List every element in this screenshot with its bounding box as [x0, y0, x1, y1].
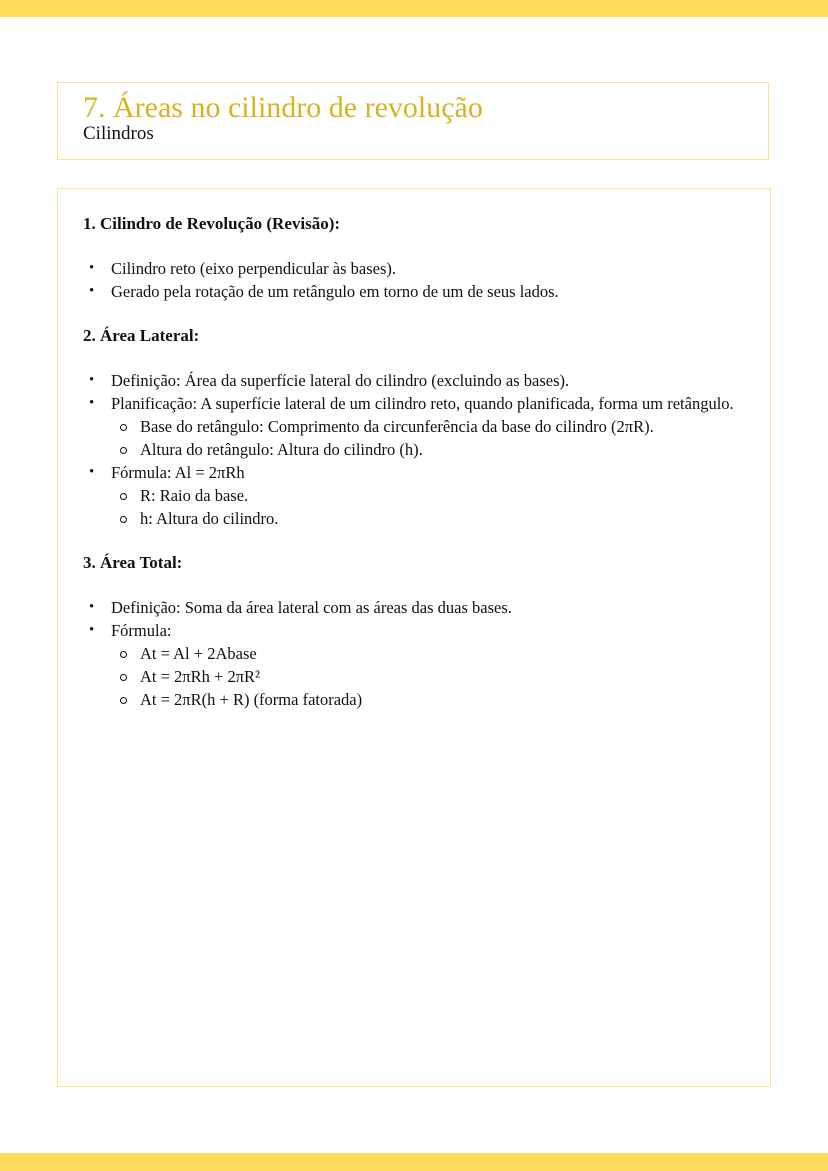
list-item-text: Definição: Área da superfície lateral do cilindro (excluindo as bases).	[111, 371, 570, 390]
bullet-list	[83, 257, 743, 303]
list-item-text: Planificação: A superfície lateral de um cilindro reto, quando planificada, forma um retângulo.	[111, 394, 734, 413]
bullet-list	[83, 369, 743, 530]
list-item-text: Fórmula: Al = 2πRh	[111, 463, 245, 482]
page-title: 7. Áreas no cilindro de revolução	[83, 91, 483, 124]
list-item	[83, 619, 743, 711]
section-heading: 1. Cilindro de Revolução (Revisão):	[83, 214, 341, 233]
sub-list-item: Altura do retângulo: Altura do cilindro (h).	[111, 438, 743, 461]
top-accent-bar	[0, 0, 828, 17]
sub-list-item: Base do retângulo: Comprimento da circunferência da base do cilindro (2πR).	[111, 415, 743, 438]
list-item: • Gerado pela rotação de um retângulo em torno de um de seus lados.	[83, 280, 743, 303]
bottom-accent-bar	[0, 1153, 828, 1171]
sub-list-item: At = 2πR(h + R) (forma fatorada)	[111, 688, 743, 711]
sub-list-item: At = Al + 2Abase	[111, 642, 743, 665]
list-item	[83, 461, 743, 530]
sub-list	[111, 484, 743, 530]
content-body	[83, 211, 743, 731]
section-heading: 3. Área Total:	[83, 553, 183, 572]
list-item	[83, 392, 743, 461]
header-box	[57, 82, 769, 160]
page-subtitle: Cilindros	[83, 123, 154, 144]
sub-list-item: h: Altura do cilindro.	[111, 507, 743, 530]
sub-list	[111, 415, 743, 461]
bullet-list	[83, 596, 743, 711]
list-item: • Cilindro reto (eixo perpendicular às bases).	[83, 257, 743, 280]
content-box	[57, 188, 771, 1087]
sub-list-item: At = 2πRh + 2πR²	[111, 665, 743, 688]
list-item	[83, 369, 743, 392]
sub-list-item: R: Raio da base.	[111, 484, 743, 507]
section-heading: 2. Área Lateral:	[83, 326, 200, 345]
list-item-text: Definição: Soma da área lateral com as áreas das duas bases.	[111, 598, 512, 617]
list-item	[83, 596, 743, 619]
list-item-text: Fórmula:	[111, 621, 172, 640]
sub-list	[111, 642, 743, 711]
